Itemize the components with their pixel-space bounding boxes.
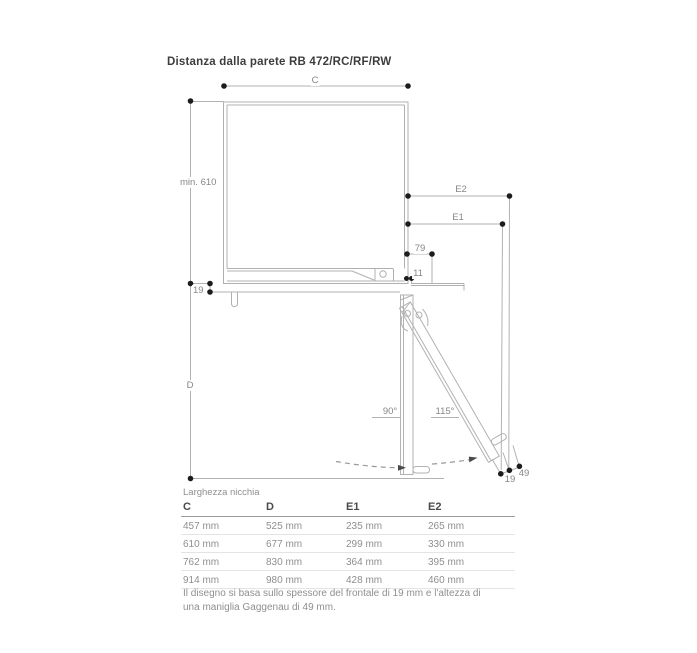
door-115-detail <box>399 302 499 462</box>
worktop-edge <box>411 284 464 291</box>
table-cell: 395 mm <box>428 556 465 568</box>
table-cell: 980 mm <box>266 574 303 586</box>
angle-label-115: 115° <box>435 406 455 417</box>
dim-label-d: D <box>186 380 194 391</box>
table-cell: 525 mm <box>266 520 303 532</box>
cabinet-outline <box>224 102 409 284</box>
dim-label-19-right: 19 <box>504 474 516 485</box>
footnote: Il disegno si basa sullo spessore del frontale di 19 mm e l'altezza di una maniglia Gaggenau di 49 mm. <box>183 588 481 613</box>
door-swing-arc <box>336 457 478 471</box>
door-115-handle <box>490 432 507 446</box>
door-open-115 <box>399 294 513 462</box>
col-header-c: C <box>183 501 191 513</box>
col-header-d: D <box>266 501 274 513</box>
table-cell: 299 mm <box>346 538 383 550</box>
table-caption: Larghezza nicchia <box>183 487 260 498</box>
table-cell: 330 mm <box>428 538 465 550</box>
table-header-row <box>181 501 515 517</box>
door-open-90 <box>401 295 430 475</box>
table-cell: 677 mm <box>266 538 303 550</box>
swing-arrow-right-icon <box>469 457 478 463</box>
table-row <box>181 517 515 535</box>
table-cell: 914 mm <box>183 574 220 586</box>
door-115-panel <box>399 302 499 462</box>
swing-arrow-left-icon <box>398 465 406 471</box>
door-90-handle <box>413 467 430 474</box>
col-header-e2: E2 <box>428 501 442 513</box>
table-cell: 610 mm <box>183 538 220 550</box>
table-row <box>181 535 515 553</box>
hinge-link-arc <box>423 309 428 326</box>
col-header-e1: E1 <box>346 501 360 513</box>
table-cell: 457 mm <box>183 520 220 532</box>
table-cell: 428 mm <box>346 574 383 586</box>
dim-line-e2 <box>408 196 510 467</box>
hinge-arm-arc <box>401 316 408 331</box>
table-row <box>181 553 515 571</box>
dim-label-e1: E1 <box>452 212 464 223</box>
table-cell: 830 mm <box>266 556 303 568</box>
table-cell: 265 mm <box>428 520 465 532</box>
dimension-dots <box>188 83 523 481</box>
dim-label-49: 49 <box>518 468 530 479</box>
page-title: Distanza dalla parete RB 472/RC/RF/RW <box>167 56 392 68</box>
dim-line-19-left <box>191 284 401 293</box>
swing-arc-right <box>432 460 469 464</box>
niche-dimension-table <box>181 487 515 589</box>
dim-label-e2: E2 <box>455 184 467 195</box>
dim-label-c: C <box>311 74 319 86</box>
closed-door-front <box>227 269 405 282</box>
table-cell: 762 mm <box>183 556 220 568</box>
angle-label-90: 90° <box>382 406 398 417</box>
dimension-lines <box>191 86 522 479</box>
cabinet-inner-wall <box>227 105 405 269</box>
swing-arc-left <box>336 462 398 468</box>
dim-label-79: 79 <box>414 242 426 254</box>
table-cell: 364 mm <box>346 556 383 568</box>
cabinet <box>224 102 465 307</box>
dim-label-min-610: min. 610 <box>180 176 217 188</box>
table-cell: 460 mm <box>428 574 465 586</box>
hinge-pin-closed <box>380 271 386 277</box>
dim-label-11: 11 <box>413 267 423 279</box>
wall-foot <box>232 292 238 307</box>
table-cell: 235 mm <box>346 520 383 532</box>
dim-label-19-left: 19 <box>193 284 204 296</box>
